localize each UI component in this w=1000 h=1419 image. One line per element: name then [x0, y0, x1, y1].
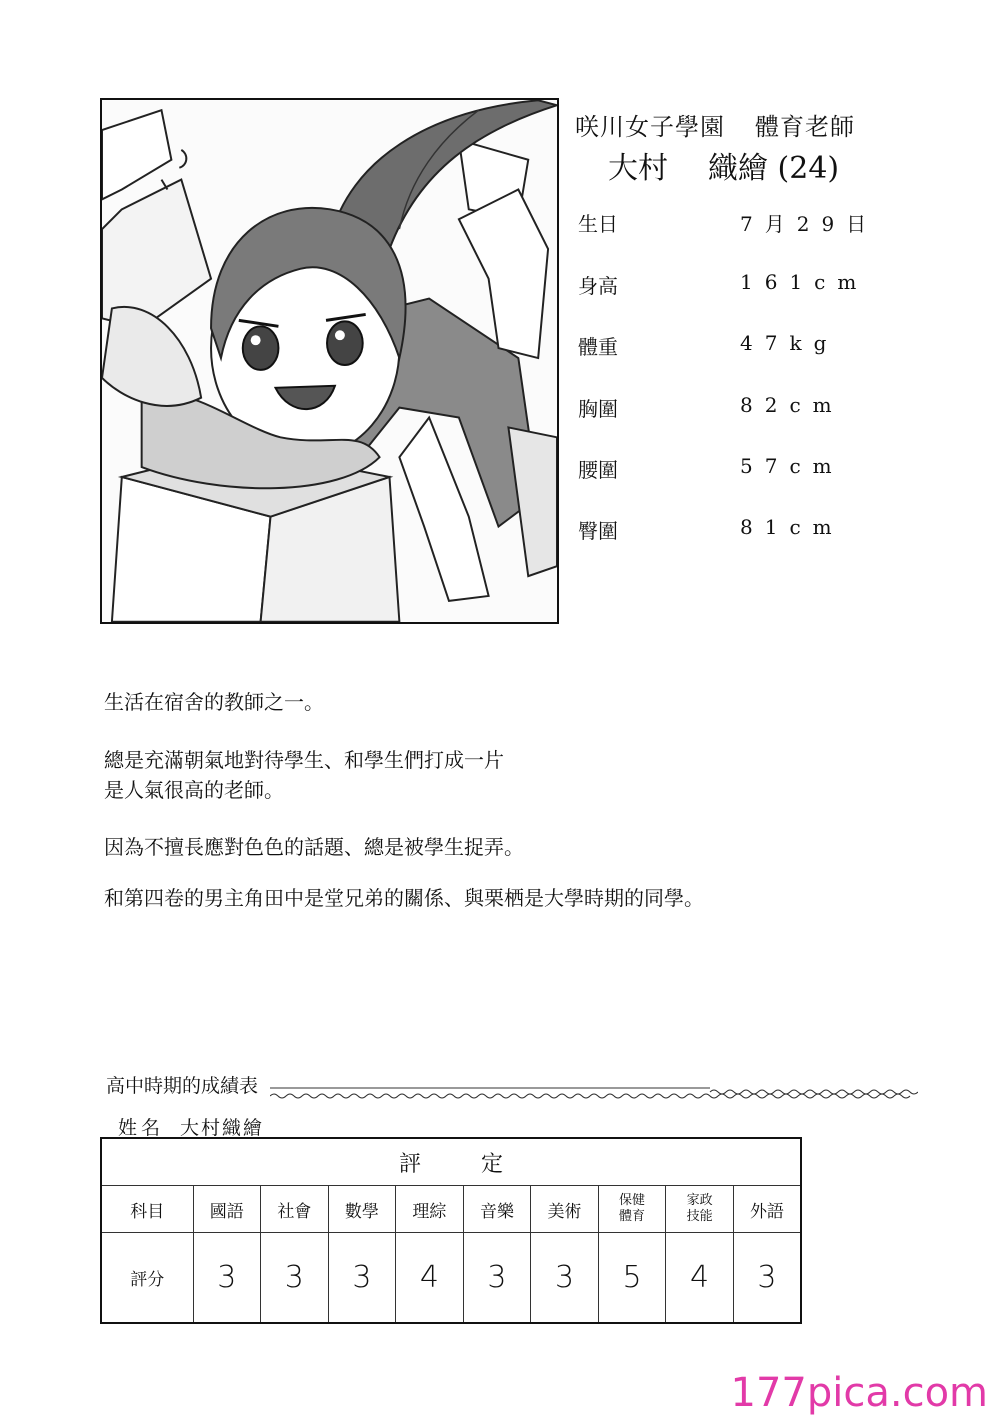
subject-cell	[666, 1186, 734, 1233]
surname: 大村	[608, 151, 668, 186]
subject-name: 數學	[344, 1201, 379, 1222]
score-cell: 3	[463, 1233, 531, 1324]
subjects-row-label: 科目	[101, 1186, 193, 1233]
subject-cell	[261, 1186, 329, 1233]
subject-name: 音樂	[479, 1201, 514, 1222]
subject-name: 社會	[277, 1201, 312, 1222]
score-cell: 3	[531, 1233, 599, 1324]
description-line: 是人氣很高的老師。	[104, 778, 284, 802]
subject-name-line2: 技能	[686, 1209, 713, 1224]
subject-name: 保健	[619, 1193, 646, 1208]
subject-cell	[598, 1186, 666, 1233]
score-cell: 4	[666, 1233, 734, 1324]
character-illustration	[100, 98, 559, 624]
subject-cell	[463, 1186, 531, 1233]
grades-header-row	[101, 1138, 801, 1186]
subject-name: 國語	[209, 1201, 244, 1222]
school-name: 咲川女子學園	[575, 113, 725, 141]
given-name-age: 織繪 (24)	[708, 151, 840, 186]
score-cell: 5	[598, 1233, 666, 1324]
subjects-row	[101, 1186, 801, 1233]
report-card-name-value: 大村織繪	[180, 1117, 265, 1139]
stat-value: 161cm	[740, 270, 869, 294]
subject-cell	[396, 1186, 464, 1233]
stat-value: 7月29日	[740, 212, 879, 236]
stat-value: 81cm	[740, 515, 844, 539]
score-cell: 3	[261, 1233, 329, 1324]
subject-name: 家政	[686, 1193, 713, 1208]
stat-label: 身高	[578, 274, 618, 298]
subject-cell	[531, 1186, 599, 1233]
subject-cell	[193, 1186, 261, 1233]
school-and-role	[575, 107, 855, 142]
score-cell: 3	[733, 1233, 801, 1324]
wavy-divider	[270, 1080, 918, 1106]
teacher-role: 體育老師	[755, 113, 855, 141]
subject-name-line2: 體育	[619, 1209, 646, 1224]
description-line: 因為不擅長應對色色的話題、總是被學生捉弄。	[104, 835, 524, 859]
stat-label: 體重	[578, 335, 618, 359]
description-line: 總是充滿朝氣地對待學生、和學生們打成一片	[104, 748, 504, 772]
subject-name: 理綜	[412, 1201, 447, 1222]
report-card-name-label: 姓名	[118, 1117, 165, 1139]
subject-name: 外語	[749, 1201, 784, 1222]
stat-value: 82cm	[740, 393, 844, 417]
score-cell: 3	[193, 1233, 261, 1324]
score-cell: 4	[396, 1233, 464, 1324]
stat-value: 57cm	[740, 454, 844, 478]
description-line: 和第四卷的男主角田中是堂兄弟的關係、與栗栖是大學時期的同學。	[104, 886, 704, 910]
subject-cell	[733, 1186, 801, 1233]
subject-name: 美術	[547, 1201, 582, 1222]
stat-value: 47kg	[740, 331, 839, 355]
stat-label: 腰圍	[578, 458, 618, 482]
description-line: 生活在宿舍的教師之一。	[104, 690, 324, 714]
subject-cell	[328, 1186, 396, 1233]
report-card-title: 高中時期的成績表	[106, 1075, 259, 1097]
grades-table	[100, 1137, 802, 1324]
scores-row-label: 評分	[101, 1233, 193, 1324]
grades-header: 評定	[101, 1138, 801, 1186]
character-name	[608, 143, 839, 187]
stat-label: 胸圍	[578, 397, 618, 421]
scores-row	[101, 1233, 801, 1324]
site-watermark: 177pica.com	[730, 1370, 988, 1416]
stat-label: 臀圍	[578, 519, 618, 543]
character-drawing	[102, 100, 557, 622]
score-cell: 3	[328, 1233, 396, 1324]
stat-label: 生日	[578, 212, 618, 236]
